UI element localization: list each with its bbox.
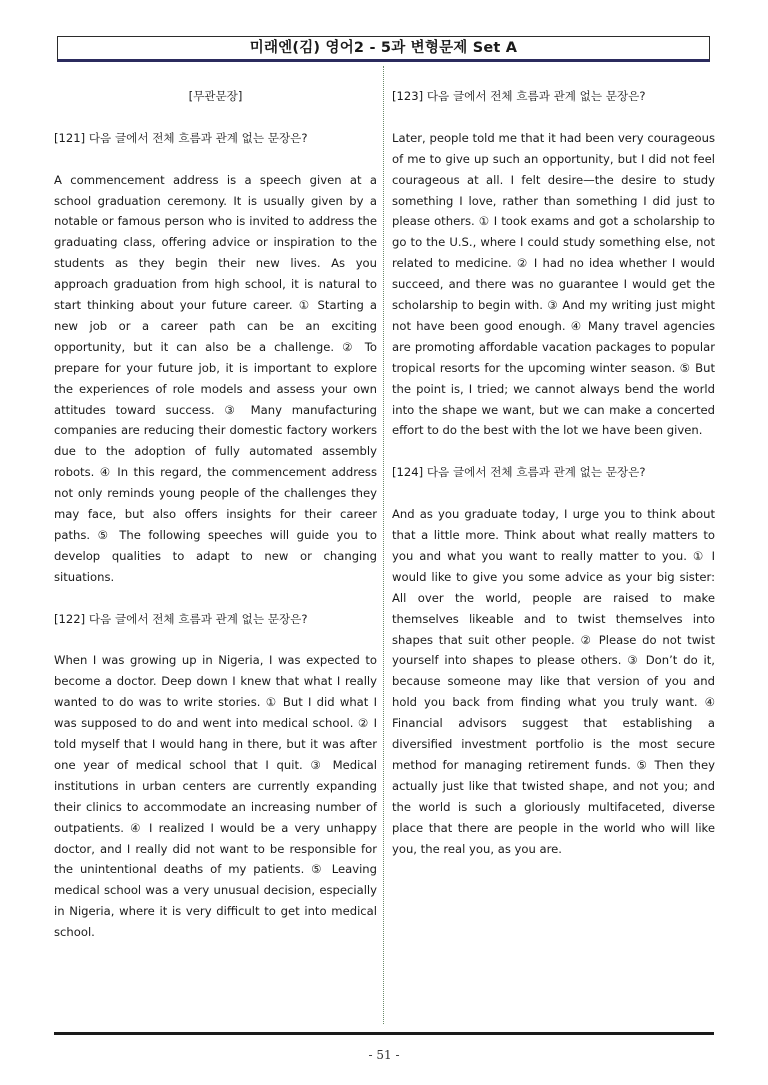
column-divider: [383, 66, 384, 1024]
question-123-title: [123] 다음 글에서 전체 흐름과 관계 없는 문장은?: [392, 89, 646, 103]
question-123-passage: Later, people told me that it had been very courageous of me to give up such an opportunity, but I did not feel courageous at all. I felt desire—the desire to study something I love, rather than something I did just to please others. ① I took exams and got a scholarship to go to the U.S., where I could study something else, not related to medicine. ② I had no idea whether I would succeed, and there was no guarantee I would get the scholarship to begin with. ③ And my writing just might not have been good enough. ④ Many travel agencies are promoting affordable vacation packages to popular tropical resorts for the upcoming winter season. ⑤ But the point is, I tried; we cannot always bend the world into the shape we want, but we can make a concerted effort to do the best with the lot we have been given.: [392, 130, 715, 438]
section-heading: [무관문장]: [188, 89, 243, 103]
question-121-passage: A commencement address is a speech given at a school graduation ceremony. It is usually given by a notable or famous person who is invited to address the graduating class, offering advice or inspiration to the students as they begin their new lives. As you approach graduation from high school, it is natural to start thinking about your future career. ① Starting a new job or a career path can be an exciting opportunity, but it can also be a challenge. ② To prepare for your future job, it is important to explore the experiences of role models and assess your own attitudes toward success. ③ Many manufacturing companies are reducing their domestic factory workers due to the adoption of fully automated assembly robots. ④ In this regard, the commencement address not only reminds young people of the challenges they may face, but also offers insights for their career paths. ⑤ The following speeches will guide you to develop qualities to adapt to new or changing situations.: [54, 172, 377, 584]
footer-rule: [54, 1032, 714, 1035]
question-122-passage: When I was growing up in Nigeria, I was expected to become a doctor. Deep down I knew that what I really wanted to do was to write stories. ① But I did what I was supposed to do and went into medical school. ② I told myself that I would hang in there, but it was after one year of medical school that I quit. ③ Medical institutions in urban centers are currently expanding their clinics to accommodate an increasing number of outpatients. ④ I realized I would be a very unhappy doctor, and I really did not want to be responsible for the unintentional deaths of my patients. ⑤ Leaving medical school was a very unusual decision, especially in Nigeria, where it is very difficult to get into medical school.: [54, 653, 377, 940]
question-124-passage: And as you graduate today, I urge you to think about that a little more. Think about what really matters to you and what you want to really matter to you. ① I would like to give you some advice as your big sister: All over the world, people are raised to make themselves likeable and to twist themselves into shapes that suit other people. ② Please do not twist yourself into shapes to please others. ③ Don’t do it, because someone may like that version of you and hold you back from finding what you truly want. ④ Financial advisors suggest that establishing a diversified investment portfolio is the most secure method for managing retirement funds. ⑤ Then they actually just like that twisted shape, and not you; and the world is such a gloriously multifaceted, diverse place that there are people in the world who will like you, the real you, as you are.: [392, 507, 715, 856]
question-124-title: [124] 다음 글에서 전체 흐름과 관계 없는 문장은?: [392, 465, 646, 480]
question-121-title: [121] 다음 글에서 전체 흐름과 관계 없는 문장은?: [54, 130, 308, 145]
right-column: [392, 86, 715, 880]
page-number: - 51 -: [368, 1048, 400, 1062]
page-title: 미래엔(김) 영어2 - 5과 변형문제 Set A: [57, 36, 710, 62]
question-122-title: [122] 다음 글에서 전체 흐름과 관계 없는 문장은?: [54, 611, 308, 626]
left-column: [54, 86, 377, 964]
